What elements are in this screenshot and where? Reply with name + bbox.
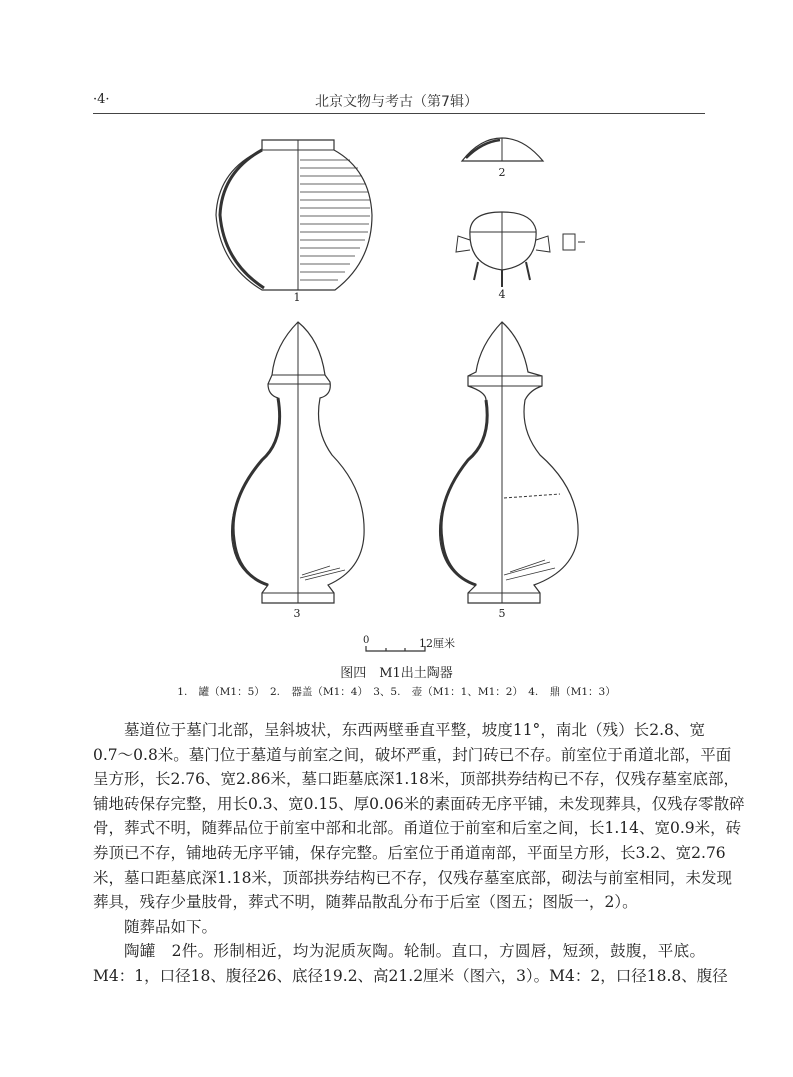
drawing-vase-5 [440,322,579,603]
paragraph-line: 葬具，残存少量肢骨，葬式不明，随葬品散乱分布于后室（图五；图版一，2）。 [93,893,638,912]
paragraph-line: M4：1，口径18、腹径26、底径19.2、高21.2厘米（图六，3）。M4：2，口径18.8、腹径 [93,966,728,985]
scale-start-label: 0 [363,635,370,646]
figure-label-2: 2 [498,166,506,179]
paragraph-line: 骨，葬式不明，随葬品位于前室中部和北部。甬道位于前室和后室之间，长1.14、宽0.9米，砖 [93,819,742,838]
paragraph-line: 铺地砖保存完整，用长0.3、宽0.15、厚0.06米的素面砖无序平铺，未发现葬具，仅残存零散碎 [93,794,745,813]
paragraph-line: 呈方形，长2.76、宽2.86米，墓口距墓底深1.18米，顶部拱券结构已不存，仅残存墓室底部， [93,770,740,789]
drawing-vase-3 [232,322,365,603]
paragraph-line: 墓道位于墓门北部，呈斜坡状，东西两壁垂直平整，坡度11°，南北（残）长2.8、宽 [124,721,705,739]
drawing-lid-2 [462,138,543,161]
figure-label-3: 3 [293,607,301,620]
paragraph-line: 陶罐 2件。形制相近，均为泥质灰陶。轮制。直口，方圆唇，短颈，鼓腹，平底。 [124,942,705,961]
figure-caption: 图四 M1出土陶器 [340,666,453,681]
paragraph-line: 0.7～0.8米。墓门位于墓道与前室之间，破坏严重，封门砖已不存。前室位于甬道北部，平面 [93,745,732,764]
page-number: ·4· [93,92,110,107]
scale-end-label: 12厘米 [419,637,455,650]
paragraph-line: 券顶已不存，铺地砖无序平铺，保存完整。后室位于甬道南部，平面呈方形，长3.2、宽2.76 [93,843,726,862]
running-header-title: 北京文物与考古（第7辑） [315,94,478,110]
drawing-jar-1 [216,140,372,290]
drawing-ding-4 [456,212,585,287]
figure-label-1: 1 [293,291,301,304]
figure-label-4: 4 [498,288,506,301]
figure-label-5: 5 [498,607,506,620]
body-text [93,718,745,989]
scale-bar [366,646,425,651]
paragraph-line: 米，墓口距墓底深1.18米，顶部拱券结构已不存，仅残存墓室底部，砌法与前室相同，未发现 [93,868,733,887]
paragraph-line: 随葬品如下。 [124,917,218,936]
figure-legend: 1. 罐（M1：5） 2. 器盖（M1：4） 3、5. 壶（M1：1、M1：2） 4. 鼎（M1：3） [177,686,616,698]
